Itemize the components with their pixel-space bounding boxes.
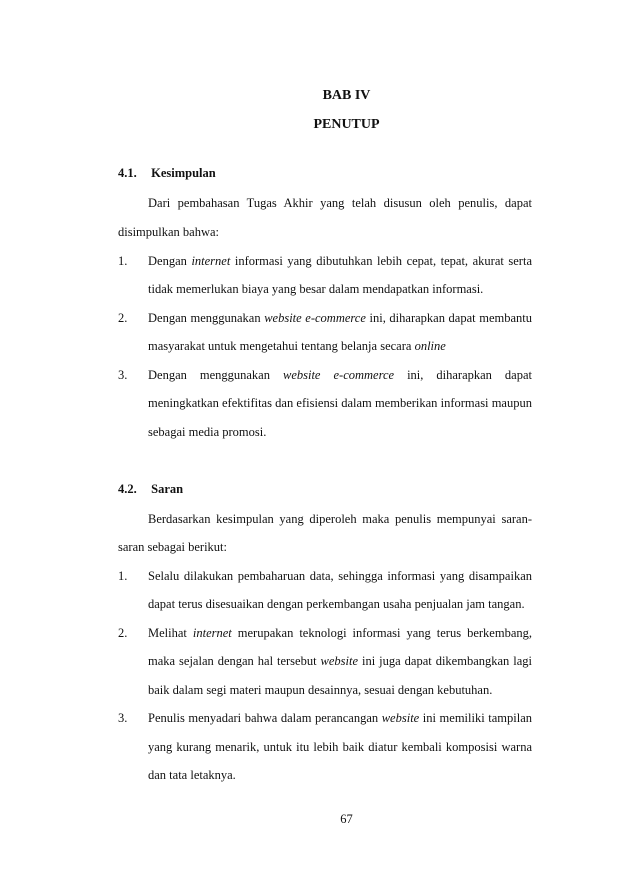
page-number: 67: [340, 812, 353, 826]
list-item-number: 1.: [118, 254, 128, 268]
chapter-subtitle: PENUTUP: [313, 117, 380, 132]
list-item-line: tidak memerlukan biaya yang besar dalam mendapatkan informasi.: [148, 282, 484, 296]
list-item-line: Selalu dilakukan pembaharuan data, sehingga informasi yang disampaikan: [148, 569, 532, 583]
list-item-line: Dengan menggunakan website e-commerce ini, diharapkan dapat membantu: [148, 311, 532, 325]
section-number: 4.2.: [118, 482, 137, 496]
chapter-title: BAB IV: [322, 88, 371, 103]
list-item-line: masyarakat untuk mengetahui tentang belanja secara online: [148, 339, 446, 353]
list-item-number: 3.: [118, 368, 128, 382]
list-item-number: 2.: [118, 311, 128, 325]
list-item-line: dapat terus disesuaikan dengan perkembangan usaha penjualan jam tangan.: [148, 597, 525, 611]
list-item-line: maka sejalan dengan hal tersebut website ini juga dapat dikembangkan lagi: [148, 654, 532, 668]
list-item-line: sebagai media promosi.: [148, 425, 267, 439]
list-item-line: yang kurang menarik, untuk itu lebih baik diatur kembali komposisi warna: [148, 740, 532, 754]
list-item-line: Melihat internet merupakan teknologi informasi yang terus berkembang,: [148, 626, 532, 640]
section-title: Saran: [151, 482, 184, 496]
section-heading-kesimpulan: [118, 166, 216, 181]
list-item-line: meningkatkan efektifitas dan efisiensi dalam memberikan informasi maupun: [148, 396, 532, 410]
section-number: 4.1.: [118, 166, 137, 180]
list-item-line: Penulis menyadari bahwa dalam perancangan website ini memiliki tampilan: [148, 711, 532, 725]
section-title: Kesimpulan: [151, 166, 216, 180]
paragraph-line: Berdasarkan kesimpulan yang diperoleh maka penulis mempunyai saran-: [148, 512, 532, 526]
list-item-number: 2.: [118, 626, 128, 640]
paragraph-line: disimpulkan bahwa:: [118, 225, 220, 239]
paragraph-line: saran sebagai berikut:: [118, 540, 227, 554]
paragraph-line: Dari pembahasan Tugas Akhir yang telah disusun oleh penulis, dapat: [148, 196, 532, 210]
list-item-line: Dengan internet informasi yang dibutuhkan lebih cepat, tepat, akurat serta: [148, 254, 532, 268]
list-item-line: baik dalam segi materi maupun desainnya, sesuai dengan kebutuhan.: [148, 683, 493, 697]
list-item-line: Dengan menggunakan website e-commerce ini, diharapkan dapat: [148, 368, 532, 382]
list-item-number: 1.: [118, 569, 128, 583]
list-item-number: 3.: [118, 711, 128, 725]
list-item-line: dan tata letaknya.: [148, 768, 236, 782]
section-heading-saran: [118, 482, 183, 497]
